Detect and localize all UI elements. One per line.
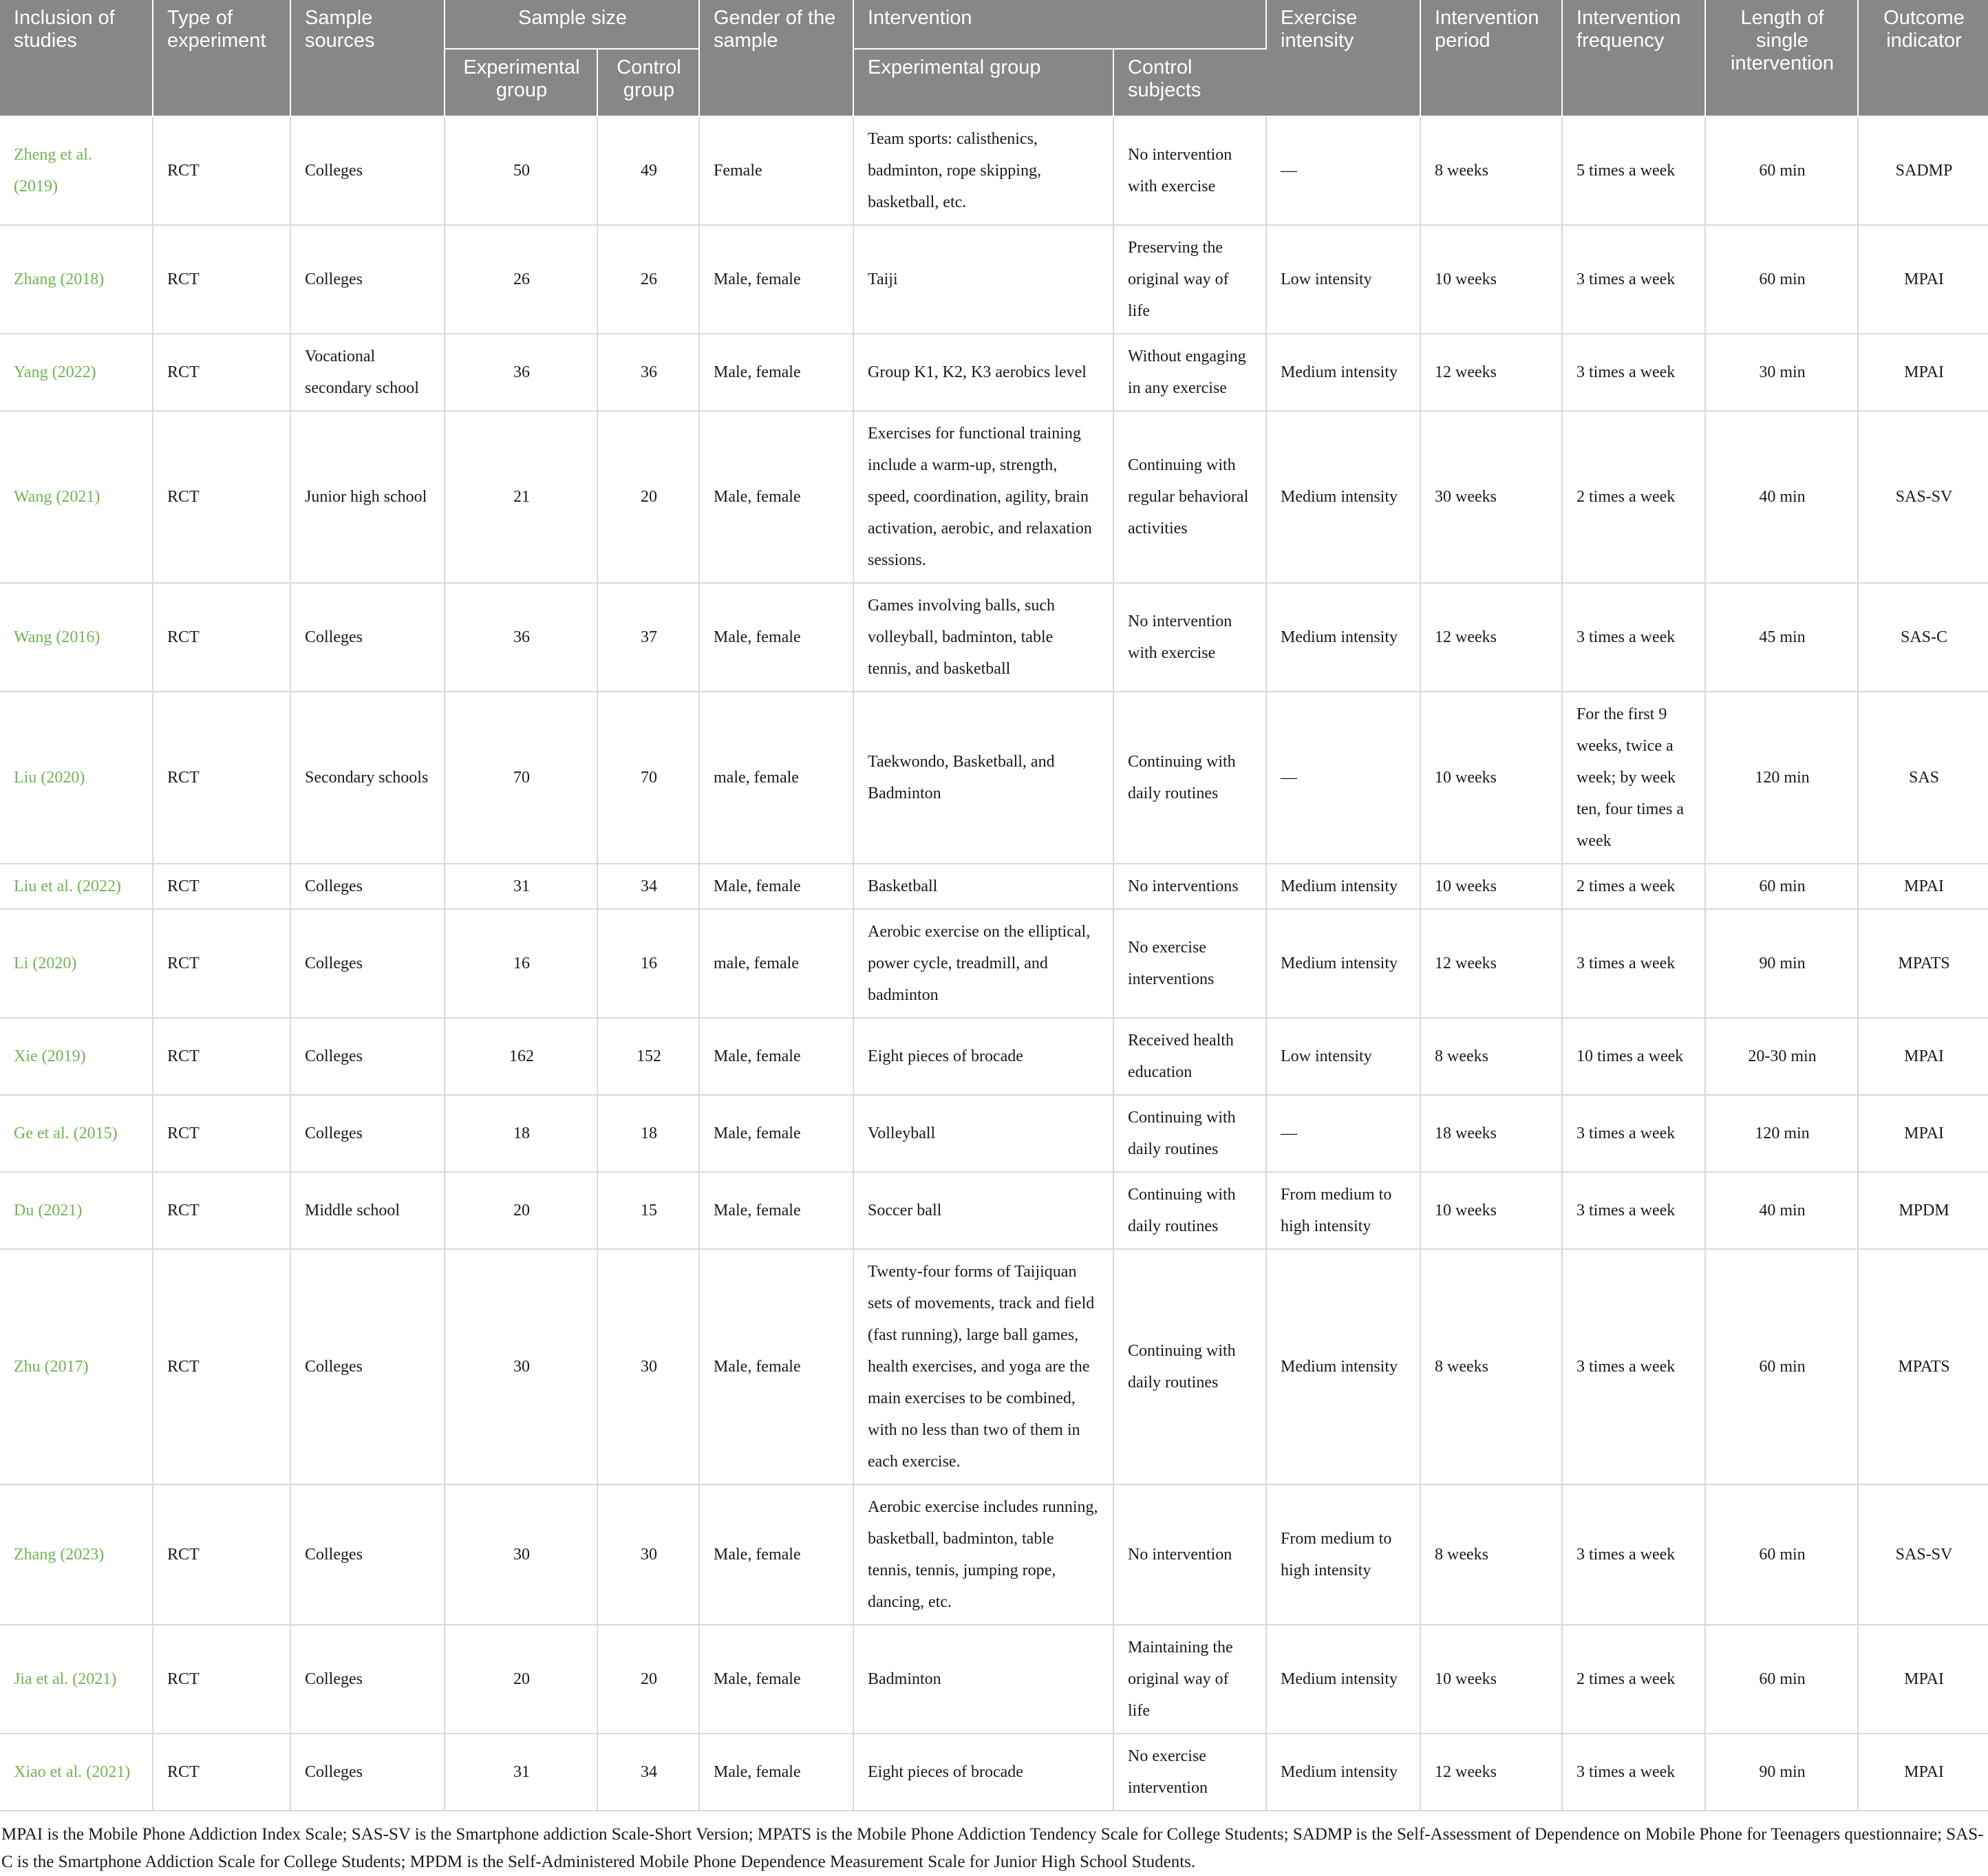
frequency-cell: 5 times a week: [1562, 116, 1705, 225]
table-row: [0, 909, 1988, 1018]
frequency-cell: 2 times a week: [1562, 411, 1705, 583]
control-group-cell: No intervention with exercise: [1113, 583, 1266, 692]
study-cell[interactable]: Zhang (2018): [0, 225, 153, 334]
intensity-cell: Medium intensity: [1266, 864, 1420, 909]
header-inclusion: Inclusion of studies: [0, 0, 153, 116]
table-row: [0, 692, 1988, 864]
gender-cell: Male, female: [699, 1018, 853, 1095]
type-cell: RCT: [153, 411, 290, 583]
experimental-group-cell: Games involving balls, such volleyball, badminton, table tennis, and basketball: [853, 583, 1113, 692]
control-group-cell: Continuing with daily routines: [1113, 1172, 1266, 1249]
outcome-cell: MPAI: [1858, 1018, 1988, 1095]
control-group-cell: Received health education: [1113, 1018, 1266, 1095]
type-cell: RCT: [153, 692, 290, 864]
source-cell: Colleges: [290, 1484, 445, 1625]
intensity-cell: From medium to high intensity: [1266, 1484, 1420, 1625]
control-size-cell: 152: [597, 1018, 699, 1095]
experimental-size-cell: 162: [445, 1018, 597, 1095]
study-cell[interactable]: Zheng et al. (2019): [0, 116, 153, 225]
length-cell: 60 min: [1705, 116, 1858, 225]
frequency-cell: 3 times a week: [1562, 583, 1705, 692]
type-cell: RCT: [153, 1095, 290, 1172]
frequency-cell: 3 times a week: [1562, 1095, 1705, 1172]
control-group-cell: Continuing with regular behavioral activities: [1113, 411, 1266, 583]
source-cell: Colleges: [290, 1018, 445, 1095]
experimental-group-cell: Team sports: calisthenics, badminton, rope skipping, basketball, etc.: [853, 116, 1113, 225]
intensity-cell: Medium intensity: [1266, 909, 1420, 1018]
length-cell: 45 min: [1705, 583, 1858, 692]
period-cell: 12 weeks: [1420, 1734, 1562, 1811]
length-cell: 90 min: [1705, 909, 1858, 1018]
gender-cell: male, female: [699, 692, 853, 864]
header-type: Type of experiment: [153, 0, 290, 116]
experimental-size-cell: 70: [445, 692, 597, 864]
outcome-cell: SAS-SV: [1858, 1484, 1988, 1625]
experimental-group-cell: Aerobic exercise on the elliptical, power cycle, treadmill, and badminton: [853, 909, 1113, 1018]
gender-cell: Male, female: [699, 1734, 853, 1811]
outcome-cell: MPAI: [1858, 864, 1988, 909]
experimental-size-cell: 36: [445, 334, 597, 411]
period-cell: 8 weeks: [1420, 116, 1562, 225]
gender-cell: Male, female: [699, 1484, 853, 1625]
outcome-cell: MPAI: [1858, 334, 1988, 411]
control-size-cell: 15: [597, 1172, 699, 1249]
study-cell[interactable]: Zhang (2023): [0, 1484, 153, 1625]
header-frequency: Intervention frequency: [1562, 0, 1705, 116]
experimental-group-cell: Eight pieces of brocade: [853, 1018, 1113, 1095]
header-experimental: Experimental group: [445, 49, 597, 116]
type-cell: RCT: [153, 864, 290, 909]
control-size-cell: 16: [597, 909, 699, 1018]
frequency-cell: 3 times a week: [1562, 225, 1705, 334]
experimental-size-cell: 31: [445, 1734, 597, 1811]
source-cell: Colleges: [290, 1249, 445, 1484]
table-row: [0, 1484, 1988, 1625]
experimental-size-cell: 20: [445, 1172, 597, 1249]
control-size-cell: 26: [597, 225, 699, 334]
table-row: [0, 1095, 1988, 1172]
control-size-cell: 70: [597, 692, 699, 864]
experimental-group-cell: Taiji: [853, 225, 1113, 334]
header-int-experimental: Experimental group: [853, 49, 1113, 116]
study-cell[interactable]: Liu (2020): [0, 692, 153, 864]
experimental-group-cell: Twenty-four forms of Taijiquan sets of movements, track and field (fast running), large ball games, health exercises, and yoga are the main exercises to be combined, with no less than two of them in each exercise.: [853, 1249, 1113, 1484]
source-cell: Colleges: [290, 225, 445, 334]
header-control: Control group: [597, 49, 699, 116]
control-size-cell: 49: [597, 116, 699, 225]
length-cell: 20-30 min: [1705, 1018, 1858, 1095]
type-cell: RCT: [153, 1172, 290, 1249]
source-cell: Colleges: [290, 116, 445, 225]
gender-cell: Female: [699, 116, 853, 225]
frequency-cell: For the first 9 weeks, twice a week; by week ten, four times a week: [1562, 692, 1705, 864]
header-intensity: Exercise intensity: [1266, 0, 1420, 116]
gender-cell: Male, female: [699, 864, 853, 909]
source-cell: Colleges: [290, 909, 445, 1018]
period-cell: 10 weeks: [1420, 1172, 1562, 1249]
gender-cell: Male, female: [699, 1172, 853, 1249]
source-cell: Colleges: [290, 1095, 445, 1172]
table-footnote: MPAI is the Mobile Phone Addiction Index Scale; SAS-SV is the Smartphone addiction Scale-Short Version; MPATS is the Mobile Phone Addiction Tendency Scale for College Students; SADMP is the Self-Assessment of Dependence on Mobile Phone for Teenagers questionnaire; SAS-C is the Smartphone Addiction Scale for College Students; MPDM is the Self-Administered Mobile Phone Dependence Measurement Scale for Junior High School Students.: [1, 1825, 1984, 1871]
control-group-cell: Maintaining the original way of life: [1113, 1625, 1266, 1734]
experimental-size-cell: 18: [445, 1095, 597, 1172]
header-int-control: Control subjects: [1113, 49, 1266, 116]
type-cell: RCT: [153, 1734, 290, 1811]
control-group-cell: No intervention: [1113, 1484, 1266, 1625]
header-row-1: [0, 0, 1988, 49]
control-group-cell: Without engaging in any exercise: [1113, 334, 1266, 411]
period-cell: 8 weeks: [1420, 1249, 1562, 1484]
length-cell: 30 min: [1705, 334, 1858, 411]
source-cell: Colleges: [290, 864, 445, 909]
outcome-cell: MPATS: [1858, 909, 1988, 1018]
table-header: [0, 0, 1988, 116]
period-cell: 12 weeks: [1420, 583, 1562, 692]
experimental-size-cell: 36: [445, 583, 597, 692]
experimental-group-cell: Group K1, K2, K3 aerobics level: [853, 334, 1113, 411]
frequency-cell: 3 times a week: [1562, 1734, 1705, 1811]
outcome-cell: SAS-C: [1858, 583, 1988, 692]
control-size-cell: 20: [597, 1625, 699, 1734]
header-length: Length of single intervention: [1705, 0, 1858, 116]
gender-cell: Male, female: [699, 411, 853, 583]
table-row: [0, 334, 1988, 411]
study-cell[interactable]: Xiao et al. (2021): [0, 1734, 153, 1811]
control-size-cell: 36: [597, 334, 699, 411]
frequency-cell: 2 times a week: [1562, 864, 1705, 909]
period-cell: 8 weeks: [1420, 1018, 1562, 1095]
study-cell[interactable]: Liu et al. (2022): [0, 864, 153, 909]
header-intervention: Intervention: [853, 0, 1266, 49]
gender-cell: Male, female: [699, 225, 853, 334]
source-cell: Secondary schools: [290, 692, 445, 864]
table-row: [0, 1625, 1988, 1734]
control-group-cell: No interventions: [1113, 864, 1266, 909]
control-group-cell: No exercise intervention: [1113, 1734, 1266, 1811]
period-cell: 10 weeks: [1420, 225, 1562, 334]
header-gender: Gender of the sample: [699, 0, 853, 116]
length-cell: 60 min: [1705, 1484, 1858, 1625]
study-cell[interactable]: Wang (2021): [0, 411, 153, 583]
header-outcome: Outcome indicator: [1858, 0, 1988, 116]
intensity-cell: —: [1266, 1095, 1420, 1172]
control-group-cell: Preserving the original way of life: [1113, 225, 1266, 334]
outcome-cell: MPAI: [1858, 1625, 1988, 1734]
control-size-cell: 34: [597, 864, 699, 909]
length-cell: 90 min: [1705, 1734, 1858, 1811]
period-cell: 12 weeks: [1420, 334, 1562, 411]
outcome-cell: MPDM: [1858, 1172, 1988, 1249]
intensity-cell: Medium intensity: [1266, 1249, 1420, 1484]
control-group-cell: No intervention with exercise: [1113, 116, 1266, 225]
period-cell: 8 weeks: [1420, 1484, 1562, 1625]
experimental-size-cell: 16: [445, 909, 597, 1018]
table-row: [0, 1172, 1988, 1249]
study-cell[interactable]: Yang (2022): [0, 334, 153, 411]
intensity-cell: Medium intensity: [1266, 1734, 1420, 1811]
control-size-cell: 18: [597, 1095, 699, 1172]
study-cell[interactable]: Xie (2019): [0, 1018, 153, 1095]
table-row: [0, 1249, 1988, 1484]
period-cell: 18 weeks: [1420, 1095, 1562, 1172]
control-group-cell: No exercise interventions: [1113, 909, 1266, 1018]
gender-cell: Male, female: [699, 1095, 853, 1172]
type-cell: RCT: [153, 116, 290, 225]
study-cell[interactable]: Ge et al. (2015): [0, 1095, 153, 1172]
intensity-cell: Low intensity: [1266, 225, 1420, 334]
table-body: [0, 116, 1988, 1811]
type-cell: RCT: [153, 1625, 290, 1734]
table-row: [0, 1734, 1988, 1811]
intensity-cell: Medium intensity: [1266, 411, 1420, 583]
type-cell: RCT: [153, 583, 290, 692]
experimental-size-cell: 31: [445, 864, 597, 909]
type-cell: RCT: [153, 225, 290, 334]
length-cell: 40 min: [1705, 1172, 1858, 1249]
length-cell: 60 min: [1705, 1249, 1858, 1484]
source-cell: Colleges: [290, 583, 445, 692]
experimental-group-cell: Badminton: [853, 1625, 1113, 1734]
length-cell: 60 min: [1705, 1625, 1858, 1734]
type-cell: RCT: [153, 909, 290, 1018]
frequency-cell: 3 times a week: [1562, 1484, 1705, 1625]
intensity-cell: Low intensity: [1266, 1018, 1420, 1095]
period-cell: 12 weeks: [1420, 909, 1562, 1018]
source-cell: Vocational secondary school: [290, 334, 445, 411]
outcome-cell: MPATS: [1858, 1249, 1988, 1484]
table-row: [0, 583, 1988, 692]
control-size-cell: 20: [597, 411, 699, 583]
outcome-cell: MPAI: [1858, 1734, 1988, 1811]
type-cell: RCT: [153, 1484, 290, 1625]
experimental-group-cell: Eight pieces of brocade: [853, 1734, 1113, 1811]
intensity-cell: Medium intensity: [1266, 583, 1420, 692]
source-cell: Colleges: [290, 1625, 445, 1734]
period-cell: 10 weeks: [1420, 1625, 1562, 1734]
gender-cell: Male, female: [699, 583, 853, 692]
experimental-size-cell: 21: [445, 411, 597, 583]
experimental-group-cell: Soccer ball: [853, 1172, 1113, 1249]
control-size-cell: 37: [597, 583, 699, 692]
length-cell: 60 min: [1705, 225, 1858, 334]
frequency-cell: 3 times a week: [1562, 334, 1705, 411]
intensity-cell: Medium intensity: [1266, 1625, 1420, 1734]
control-size-cell: 34: [597, 1734, 699, 1811]
frequency-cell: 2 times a week: [1562, 1625, 1705, 1734]
source-cell: Colleges: [290, 1734, 445, 1811]
experimental-size-cell: 30: [445, 1484, 597, 1625]
length-cell: 40 min: [1705, 411, 1858, 583]
experimental-group-cell: Aerobic exercise includes running, basketball, badminton, table tennis, tennis, jumping rope, dancing, etc.: [853, 1484, 1113, 1625]
source-cell: Middle school: [290, 1172, 445, 1249]
intensity-cell: —: [1266, 116, 1420, 225]
frequency-cell: 3 times a week: [1562, 1172, 1705, 1249]
study-cell[interactable]: Jia et al. (2021): [0, 1625, 153, 1734]
experimental-size-cell: 50: [445, 116, 597, 225]
experimental-group-cell: Basketball: [853, 864, 1113, 909]
header-period: Intervention period: [1420, 0, 1562, 116]
outcome-cell: SADMP: [1858, 116, 1988, 225]
frequency-cell: 10 times a week: [1562, 1018, 1705, 1095]
intensity-cell: From medium to high intensity: [1266, 1172, 1420, 1249]
table-row: [0, 1018, 1988, 1095]
outcome-cell: MPAI: [1858, 225, 1988, 334]
type-cell: RCT: [153, 1249, 290, 1484]
length-cell: 120 min: [1705, 692, 1858, 864]
header-sample-size: Sample size: [445, 0, 699, 49]
type-cell: RCT: [153, 334, 290, 411]
table-row: [0, 225, 1988, 334]
table-row: [0, 116, 1988, 225]
gender-cell: Male, female: [699, 334, 853, 411]
intensity-cell: —: [1266, 692, 1420, 864]
experimental-size-cell: 26: [445, 225, 597, 334]
gender-cell: male, female: [699, 909, 853, 1018]
table-row: [0, 864, 1988, 909]
experimental-size-cell: 20: [445, 1625, 597, 1734]
gender-cell: Male, female: [699, 1625, 853, 1734]
outcome-cell: SAS-SV: [1858, 411, 1988, 583]
study-cell[interactable]: Zhu (2017): [0, 1249, 153, 1484]
experimental-group-cell: Exercises for functional training include a warm-up, strength, speed, coordination, agility, brain activation, aerobic, and relaxation sessions.: [853, 411, 1113, 583]
control-group-cell: Continuing with daily routines: [1113, 1249, 1266, 1484]
header-sources: Sample sources: [290, 0, 445, 116]
table-row: [0, 411, 1988, 583]
experimental-group-cell: Taekwondo, Basketball, and Badminton: [853, 692, 1113, 864]
length-cell: 60 min: [1705, 864, 1858, 909]
gender-cell: Male, female: [699, 1249, 853, 1484]
frequency-cell: 3 times a week: [1562, 909, 1705, 1018]
experimental-group-cell: Volleyball: [853, 1095, 1113, 1172]
study-cell[interactable]: Wang (2016): [0, 583, 153, 692]
control-size-cell: 30: [597, 1249, 699, 1484]
outcome-cell: SAS: [1858, 692, 1988, 864]
frequency-cell: 3 times a week: [1562, 1249, 1705, 1484]
period-cell: 10 weeks: [1420, 692, 1562, 864]
period-cell: 30 weeks: [1420, 411, 1562, 583]
study-cell[interactable]: Du (2021): [0, 1172, 153, 1249]
length-cell: 120 min: [1705, 1095, 1858, 1172]
source-cell: Junior high school: [290, 411, 445, 583]
period-cell: 10 weeks: [1420, 864, 1562, 909]
control-group-cell: Continuing with daily routines: [1113, 1095, 1266, 1172]
experimental-size-cell: 30: [445, 1249, 597, 1484]
control-size-cell: 30: [597, 1484, 699, 1625]
study-cell[interactable]: Li (2020): [0, 909, 153, 1018]
outcome-cell: MPAI: [1858, 1095, 1988, 1172]
type-cell: RCT: [153, 1018, 290, 1095]
control-group-cell: Continuing with daily routines: [1113, 692, 1266, 864]
intensity-cell: Medium intensity: [1266, 334, 1420, 411]
